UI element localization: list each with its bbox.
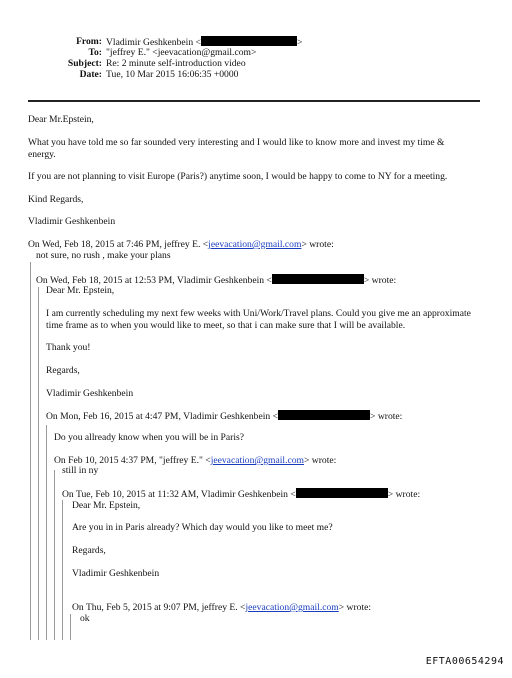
quote-bar-3 bbox=[46, 425, 47, 640]
quote-text-6: ok bbox=[80, 613, 90, 624]
from-close: > bbox=[296, 37, 303, 48]
quote-signature-5: Vladimir Geshkenbein bbox=[72, 568, 160, 579]
email-link[interactable]: jeevacation@gmail.com bbox=[208, 239, 302, 250]
date-row bbox=[0, 69, 512, 80]
quote-signature-2: Vladimir Geshkenbein bbox=[46, 388, 134, 399]
document-id: EFTA00654294 bbox=[425, 656, 504, 667]
closing: Kind Regards, bbox=[28, 194, 84, 205]
from-name: Vladimir Geshkenbein < bbox=[106, 37, 201, 48]
quote-bar-6 bbox=[70, 614, 71, 640]
quote-intro-3: On Mon, Feb 16, 2015 at 4:47 PM, Vladimir Geshkenbein < > wrote: bbox=[46, 411, 403, 422]
quote-text-3: Do you allready know when you will be in Paris? bbox=[54, 432, 244, 443]
quote-bar-1 bbox=[30, 262, 31, 640]
body-paragraph-1: What you have told me so far sounded very interesting and I would like to know more and invest my time & energy. bbox=[28, 137, 445, 160]
from-row bbox=[0, 36, 512, 47]
to-value: "jeffrey E." <jeevacation@gmail.com> bbox=[106, 47, 257, 58]
quote-greeting-2: Dear Mr. Epstein, bbox=[46, 285, 115, 296]
from-label: From: bbox=[76, 36, 102, 47]
signature: Vladimir Geshkenbein bbox=[28, 216, 116, 227]
quote-bar-2 bbox=[38, 287, 39, 640]
to-label: To: bbox=[88, 47, 102, 58]
quote-regards-5: Regards, bbox=[72, 545, 106, 556]
redaction-bar bbox=[296, 488, 388, 498]
date-value: Tue, 10 Mar 2015 16:06:35 +0000 bbox=[106, 69, 239, 80]
redaction-bar bbox=[201, 36, 297, 46]
to-row bbox=[0, 47, 512, 58]
quote-intro-4: On Feb 10, 2015 4:37 PM, "jeffrey E." <jeevacation@gmail.com> wrote: bbox=[54, 455, 337, 466]
quote-intro-6: On Thu, Feb 5, 2015 at 9:07 PM, jeffrey E. <jeevacation@gmail.com> wrote: bbox=[72, 602, 372, 613]
greeting: Dear Mr.Epstein, bbox=[28, 114, 94, 125]
quote-regards-2: Regards, bbox=[46, 365, 80, 376]
header-divider bbox=[28, 100, 480, 102]
email-link[interactable]: jeevacation@gmail.com bbox=[245, 602, 339, 613]
email-link[interactable]: jeevacation@gmail.com bbox=[210, 455, 304, 466]
quote-bar-4 bbox=[54, 470, 55, 640]
subject-value: Re: 2 minute self-introduction video bbox=[106, 58, 246, 69]
quote-bar-5 bbox=[62, 500, 63, 640]
subject-row bbox=[0, 58, 512, 69]
quote-paragraph-2: I am currently scheduling my next few weeks with Uni/Work/Travel plans. Could you give me an approximate time frame as to when you would like to meet, so that i can make sure that I will be available. bbox=[46, 308, 471, 331]
quote-text-4: still in ny bbox=[62, 465, 99, 476]
quote-text-1: not sure, no rush , make your plans bbox=[36, 250, 171, 261]
redaction-bar bbox=[272, 274, 364, 284]
quote-thanks-2: Thank you! bbox=[46, 342, 91, 353]
quote-intro-5: On Tue, Feb 10, 2015 at 11:32 AM, Vladimir Geshkenbein < > wrote: bbox=[62, 489, 421, 500]
quote-greeting-5: Dear Mr. Epstein, bbox=[72, 500, 141, 511]
quote-intro-2: On Wed, Feb 18, 2015 at 12:53 PM, Vladimir Geshkenbein < > wrote: bbox=[36, 275, 397, 286]
subject-label: Subject: bbox=[67, 58, 102, 69]
email-header bbox=[0, 36, 512, 80]
quote-intro-1: On Wed, Feb 18, 2015 at 7:46 PM, jeffrey E. <jeevacation@gmail.com> wrote: bbox=[28, 239, 334, 250]
date-label: Date: bbox=[79, 69, 102, 80]
quote-question-5: Are you in in Paris already? Which day would you like to meet me? bbox=[72, 522, 333, 533]
redaction-bar bbox=[278, 410, 370, 420]
body-paragraph-2: If you are not planning to visit Europe (Paris?) anytime soon, I would be happy to come to NY for a meeting. bbox=[28, 171, 448, 182]
